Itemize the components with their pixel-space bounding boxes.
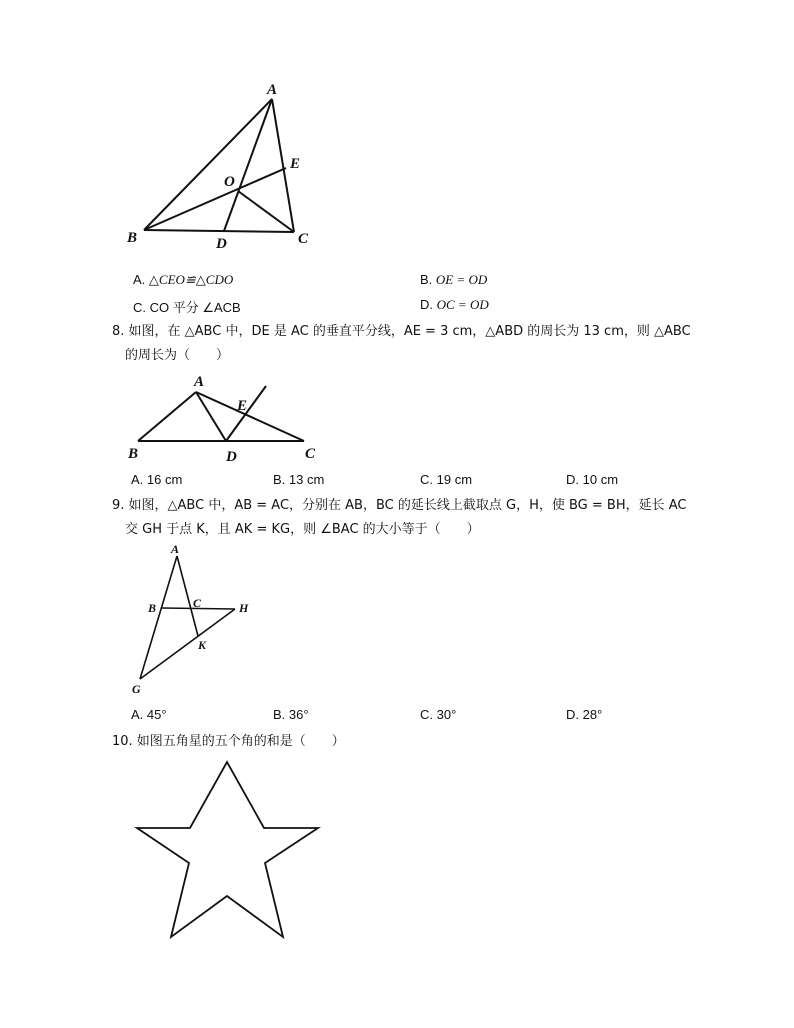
q7-label-d: D: [216, 236, 227, 252]
option-letter: C.: [133, 300, 146, 315]
option-text: △CEO≌△CDO: [148, 272, 234, 287]
q8-label-d: D: [226, 449, 237, 465]
option-text: 28°: [582, 707, 603, 722]
q8-label-c: C: [305, 446, 316, 462]
five-pointed-star: [137, 762, 318, 937]
option-letter: B.: [273, 707, 286, 722]
option-letter: C.: [420, 707, 433, 722]
option-text: OC = OD: [436, 297, 489, 312]
q9-label-g: G: [132, 682, 141, 696]
q9-label-c: C: [193, 596, 202, 610]
q9-stem-line2: 交 GH 于点 K，且 AK = KG，则 ∠BAC 的大小等于（ ）: [125, 522, 480, 537]
option-text: CO 平分 ∠ACB: [149, 300, 241, 315]
option-letter: D.: [566, 707, 579, 722]
option-text: 10 cm: [582, 472, 619, 487]
option-letter: D.: [566, 472, 579, 487]
q9-label-a: A: [171, 542, 180, 556]
option-text: 30°: [436, 707, 457, 722]
option-text: 45°: [146, 707, 167, 722]
option-letter: A.: [133, 272, 146, 287]
option-text: 36°: [288, 707, 309, 722]
q7-label-a: A: [267, 82, 278, 98]
q8-label-e: E: [237, 398, 248, 414]
q7-label-o: O: [224, 174, 235, 190]
q9-stem-line1: 9. 如图，△ABC 中，AB = AC，分别在 AB，BC 的延长线上截取点 G，H，使 BG = BH，延长 AC: [112, 498, 687, 513]
q10-stem: 10. 如图五角星的五个角的和是（ ）: [112, 734, 345, 749]
q7-label-e: E: [290, 156, 301, 172]
q8-stem-line2: 的周长为（ ）: [125, 348, 230, 363]
q9-label-h: H: [239, 601, 249, 615]
q7-label-b: B: [127, 230, 138, 246]
option-letter: A.: [131, 472, 144, 487]
q9-label-k: K: [198, 638, 207, 652]
option-letter: C.: [420, 472, 433, 487]
option-text: 19 cm: [436, 472, 473, 487]
option-letter: D.: [420, 297, 433, 312]
option-text: OE = OD: [435, 272, 488, 287]
q8-label-b: B: [128, 446, 139, 462]
q8-stem-line1: 8. 如图，在 △ABC 中，DE 是 AC 的垂直平分线，AE = 3 cm，△ABD 的周长为 13 cm，则 △ABC: [112, 324, 691, 339]
option-letter: B.: [420, 272, 433, 287]
q9-label-b: B: [148, 601, 157, 615]
q8-label-a: A: [194, 374, 205, 390]
option-letter: B.: [273, 472, 286, 487]
q7-label-c: C: [298, 231, 309, 247]
option-letter: A.: [131, 707, 144, 722]
option-text: 13 cm: [288, 472, 325, 487]
option-text: 16 cm: [146, 472, 183, 487]
